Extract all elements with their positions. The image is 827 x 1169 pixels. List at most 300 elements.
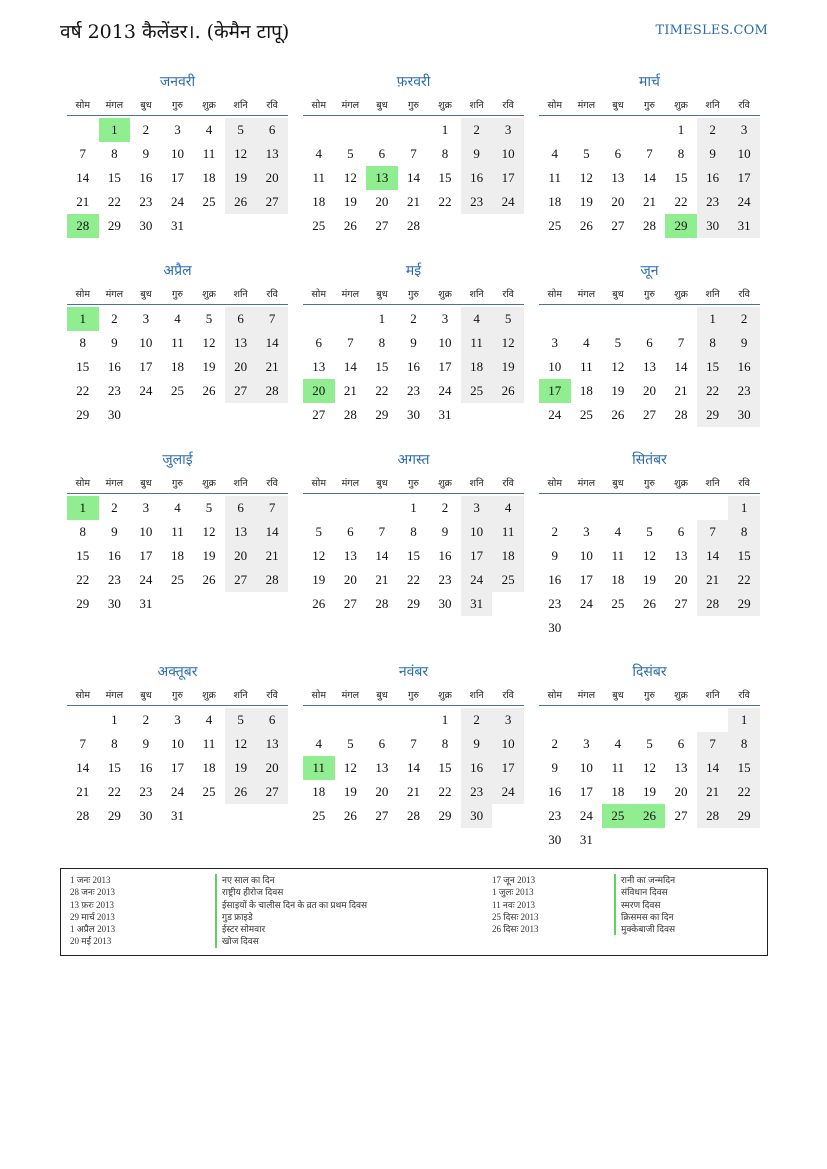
day-cell: 22 <box>76 383 90 398</box>
day-cell: 17 <box>579 572 593 587</box>
weekday-header <box>303 686 524 706</box>
empty-cell <box>665 496 697 520</box>
weekday-label: बुध <box>140 100 152 111</box>
weekday-label: बुध <box>376 289 388 300</box>
holiday-day-cell: 20 <box>303 379 335 403</box>
weekday-label: गुरु <box>171 478 183 489</box>
day-cell: 5 <box>315 524 323 539</box>
day-cell: 7 <box>347 335 354 350</box>
day-cell: 21 <box>343 383 357 398</box>
day-cell: 10 <box>139 524 153 539</box>
day-cell: 2 <box>728 307 760 331</box>
day-cell: 24 <box>728 190 760 214</box>
weekday-label: शुक्र <box>438 478 452 489</box>
holiday-day-cell: 29 <box>665 214 697 238</box>
legend-holiday-name: रानी का जन्मदिन <box>614 874 675 886</box>
weekday-header <box>67 285 288 305</box>
weekday-label: रवि <box>502 289 514 300</box>
day-grid <box>303 307 524 427</box>
legend-date: 11 नवः 2013 <box>492 899 535 910</box>
day-cell: 9 <box>142 146 150 161</box>
day-cell: 13 <box>611 170 625 185</box>
page-title: वर्ष 2013 कैलेंडर।. (केमैन टापू) <box>60 21 290 43</box>
day-cell: 21 <box>406 194 420 209</box>
day-cell: 25 <box>492 568 524 592</box>
holiday-legend <box>60 868 768 956</box>
day-cell: 28 <box>674 407 688 422</box>
day-cell: 12 <box>611 359 625 374</box>
day-cell: 25 <box>579 407 593 422</box>
weekday-label: रवि <box>266 289 278 300</box>
day-cell: 17 <box>170 760 184 775</box>
day-cell: 23 <box>548 808 562 823</box>
day-cell: 6 <box>347 524 354 539</box>
day-cell: 12 <box>202 335 216 350</box>
day-cell: 16 <box>461 166 493 190</box>
month-name: सितंबर <box>632 452 667 468</box>
weekday-label: रवि <box>738 478 750 489</box>
weekday-header <box>303 96 524 116</box>
legend-date: 1 जुलः 2013 <box>492 887 534 898</box>
day-cell: 26 <box>343 218 357 233</box>
day-cell: 18 <box>202 170 216 185</box>
day-cell: 29 <box>728 804 760 828</box>
day-cell: 20 <box>674 784 688 799</box>
day-cell: 16 <box>697 166 729 190</box>
day-cell: 17 <box>492 756 524 780</box>
weekday-label: गुरु <box>407 690 419 701</box>
empty-cell <box>602 118 634 142</box>
empty-cell <box>539 118 571 142</box>
day-cell: 13 <box>674 760 688 775</box>
empty-cell <box>398 118 430 142</box>
empty-cell <box>539 307 571 331</box>
weekday-label: शनि <box>469 100 484 111</box>
day-cell: 15 <box>438 170 452 185</box>
day-cell: 18 <box>202 760 216 775</box>
day-cell: 5 <box>614 335 622 350</box>
day-cell: 13 <box>225 331 257 355</box>
day-cell: 30 <box>107 407 121 422</box>
legend-right-dates <box>492 874 539 935</box>
day-cell: 17 <box>461 544 493 568</box>
day-cell: 19 <box>579 194 593 209</box>
empty-cell <box>303 118 335 142</box>
day-cell: 12 <box>343 170 357 185</box>
day-cell: 19 <box>225 756 257 780</box>
weekday-label: मंगल <box>341 690 360 701</box>
day-cell: 16 <box>139 170 153 185</box>
day-cell: 29 <box>406 596 420 611</box>
weekday-label: रवि <box>502 100 514 111</box>
legend-date: 1 अप्रैल 2013 <box>70 924 116 935</box>
day-cell: 18 <box>461 355 493 379</box>
day-cell: 8 <box>441 736 449 751</box>
empty-cell <box>634 496 666 520</box>
day-grid <box>67 307 288 427</box>
day-cell: 5 <box>205 311 213 326</box>
weekday-label: सोम <box>547 690 563 701</box>
day-cell: 2 <box>410 311 417 326</box>
day-cell: 27 <box>674 596 688 611</box>
holiday-day-cell: 1 <box>67 496 99 520</box>
day-cell: 5 <box>492 307 524 331</box>
day-cell: 29 <box>697 403 729 427</box>
day-cell: 6 <box>225 496 257 520</box>
day-cell: 20 <box>611 194 625 209</box>
weekday-label: रवि <box>266 478 278 489</box>
weekday-label: सोम <box>311 289 327 300</box>
day-cell: 27 <box>611 218 625 233</box>
weekday-label: शनि <box>233 478 248 489</box>
day-cell: 5 <box>225 118 257 142</box>
day-cell: 14 <box>375 548 389 563</box>
month-name: अगस्त <box>397 452 430 468</box>
weekday-header <box>303 285 524 305</box>
day-cell: 18 <box>312 784 326 799</box>
day-cell: 13 <box>312 359 326 374</box>
day-cell: 25 <box>170 572 184 587</box>
day-cell: 11 <box>548 170 562 185</box>
day-cell: 14 <box>406 760 420 775</box>
day-cell: 19 <box>642 784 656 799</box>
day-cell: 26 <box>492 379 524 403</box>
day-cell: 19 <box>343 784 357 799</box>
day-cell: 7 <box>256 496 288 520</box>
weekday-label: मंगल <box>105 478 124 489</box>
day-cell: 21 <box>375 572 389 587</box>
day-cell: 1 <box>378 311 386 326</box>
weekday-label: सोम <box>547 478 563 489</box>
month-block <box>67 660 288 849</box>
empty-cell <box>539 708 571 732</box>
day-cell: 26 <box>642 596 656 611</box>
empty-cell <box>697 708 729 732</box>
day-cell: 10 <box>492 732 524 756</box>
day-cell: 19 <box>611 383 625 398</box>
day-cell: 21 <box>76 194 90 209</box>
weekday-label: सोम <box>547 289 563 300</box>
weekday-label: सोम <box>75 289 91 300</box>
day-cell: 10 <box>579 548 593 563</box>
weekday-label: रवि <box>502 478 514 489</box>
day-cell: 9 <box>111 524 118 539</box>
day-cell: 27 <box>225 379 257 403</box>
day-cell: 26 <box>579 218 593 233</box>
day-cell: 14 <box>256 520 288 544</box>
day-cell: 6 <box>614 146 622 161</box>
weekday-label: मंगल <box>577 690 596 701</box>
day-cell: 12 <box>343 760 357 775</box>
holiday-day-cell: 25 <box>602 804 634 828</box>
day-cell: 24 <box>461 568 493 592</box>
month-block <box>67 259 288 448</box>
weekday-label: बुध <box>140 289 152 300</box>
day-cell: 23 <box>139 784 153 799</box>
day-cell: 28 <box>697 592 729 616</box>
day-cell: 23 <box>697 190 729 214</box>
weekday-header <box>539 474 760 494</box>
empty-cell <box>335 708 367 732</box>
day-cell: 17 <box>139 548 153 563</box>
day-cell: 16 <box>406 359 420 374</box>
day-cell: 4 <box>551 146 559 161</box>
day-cell: 22 <box>728 780 760 804</box>
day-cell: 25 <box>548 218 562 233</box>
day-cell: 10 <box>170 146 184 161</box>
day-cell: 30 <box>461 804 493 828</box>
weekday-header <box>67 96 288 116</box>
legend-holiday-name: क्रिसमस का दिन <box>614 911 675 923</box>
day-cell: 16 <box>548 572 562 587</box>
day-cell: 9 <box>728 331 760 355</box>
day-cell: 7 <box>697 732 729 756</box>
day-cell: 14 <box>256 331 288 355</box>
holiday-day-cell: 17 <box>539 379 571 403</box>
month-name: मई <box>405 263 422 279</box>
day-cell: 22 <box>697 379 729 403</box>
day-cell: 4 <box>315 736 323 751</box>
day-grid <box>303 496 524 616</box>
day-cell: 27 <box>375 218 389 233</box>
day-cell: 14 <box>642 170 656 185</box>
day-cell: 16 <box>139 760 153 775</box>
day-cell: 6 <box>677 524 685 539</box>
day-cell: 6 <box>315 335 323 350</box>
day-cell: 24 <box>438 383 452 398</box>
day-cell: 27 <box>674 808 688 823</box>
empty-cell <box>697 496 729 520</box>
day-cell: 20 <box>375 194 389 209</box>
day-cell: 30 <box>548 832 562 847</box>
day-cell: 23 <box>461 780 493 804</box>
weekday-label: गुरु <box>643 478 655 489</box>
day-cell: 31 <box>728 214 760 238</box>
day-cell: 7 <box>410 736 417 751</box>
empty-cell <box>602 496 634 520</box>
day-cell: 19 <box>312 572 326 587</box>
day-cell: 10 <box>139 335 153 350</box>
month-name: दिसंबर <box>632 664 667 680</box>
day-cell: 9 <box>111 335 118 350</box>
day-cell: 1 <box>410 500 417 515</box>
month-block <box>67 70 288 259</box>
day-cell: 23 <box>139 194 153 209</box>
day-cell: 12 <box>642 760 656 775</box>
month-block <box>539 259 760 448</box>
day-cell: 4 <box>205 122 213 137</box>
day-cell: 1 <box>697 307 729 331</box>
legend-date: 1 जनः 2013 <box>70 875 111 885</box>
empty-cell <box>335 307 367 331</box>
day-cell: 9 <box>410 335 417 350</box>
empty-cell <box>303 496 335 520</box>
day-cell: 11 <box>492 520 524 544</box>
month-block <box>303 70 524 259</box>
legend-date: 13 फ़रः 2013 <box>70 899 114 910</box>
holiday-day-cell: 13 <box>366 166 398 190</box>
day-cell: 27 <box>343 596 357 611</box>
weekday-label: शुक्र <box>438 690 452 701</box>
weekday-label: बुध <box>612 690 624 701</box>
day-cell: 11 <box>611 548 625 563</box>
day-cell: 27 <box>225 568 257 592</box>
day-cell: 24 <box>139 572 153 587</box>
day-cell: 8 <box>79 335 87 350</box>
month-block <box>539 70 760 259</box>
day-cell: 4 <box>614 524 622 539</box>
day-cell: 13 <box>225 520 257 544</box>
day-cell: 30 <box>728 403 760 427</box>
day-cell: 8 <box>441 146 449 161</box>
empty-cell <box>398 708 430 732</box>
holiday-day-cell: 11 <box>303 756 335 780</box>
empty-cell <box>366 708 398 732</box>
day-cell: 27 <box>256 190 288 214</box>
day-cell: 17 <box>728 166 760 190</box>
day-cell: 4 <box>583 335 590 350</box>
day-cell: 8 <box>410 524 417 539</box>
empty-cell <box>539 496 571 520</box>
day-cell: 30 <box>697 214 729 238</box>
day-cell: 28 <box>406 808 420 823</box>
weekday-label: शनि <box>233 289 248 300</box>
day-grid <box>303 118 524 238</box>
day-cell: 6 <box>677 736 685 751</box>
day-cell: 5 <box>205 500 213 515</box>
day-cell: 10 <box>728 142 760 166</box>
weekday-label: रवि <box>502 690 514 701</box>
weekday-label: गुरु <box>171 100 183 111</box>
day-cell: 18 <box>579 383 593 398</box>
day-cell: 25 <box>202 784 216 799</box>
empty-cell <box>366 118 398 142</box>
legend-date: 26 दिसः 2013 <box>492 924 539 935</box>
day-cell: 21 <box>256 544 288 568</box>
day-cell: 23 <box>107 572 121 587</box>
weekday-label: शुक्र <box>438 289 452 300</box>
day-cell: 27 <box>642 407 656 422</box>
day-cell: 12 <box>579 170 593 185</box>
day-cell: 3 <box>728 118 760 142</box>
day-cell: 3 <box>492 118 524 142</box>
day-cell: 18 <box>611 572 625 587</box>
day-cell: 25 <box>312 808 326 823</box>
day-grid <box>67 496 288 616</box>
day-cell: 12 <box>225 732 257 756</box>
day-cell: 21 <box>256 355 288 379</box>
day-cell: 2 <box>111 311 118 326</box>
day-cell: 7 <box>378 524 386 539</box>
day-cell: 11 <box>312 170 326 185</box>
weekday-label: सोम <box>75 690 91 701</box>
site-link[interactable]: TIMESLES.COM <box>655 23 768 38</box>
day-cell: 4 <box>315 146 323 161</box>
weekday-label: शनि <box>469 478 484 489</box>
day-cell: 3 <box>174 122 181 137</box>
day-cell: 17 <box>579 784 593 799</box>
empty-cell <box>303 708 335 732</box>
weekday-label: शनि <box>233 690 248 701</box>
day-cell: 1 <box>728 496 760 520</box>
day-cell: 18 <box>170 359 184 374</box>
legend-right-names <box>614 874 675 935</box>
weekday-label: शुक्र <box>674 100 688 111</box>
day-cell: 9 <box>441 524 449 539</box>
day-cell: 12 <box>312 548 326 563</box>
day-cell: 22 <box>76 572 90 587</box>
day-grid <box>303 708 524 828</box>
day-cell: 30 <box>139 808 153 823</box>
day-cell: 11 <box>171 335 184 350</box>
empty-cell <box>634 307 666 331</box>
legend-date: 28 जनः 2013 <box>70 887 115 898</box>
day-cell: 3 <box>174 712 181 727</box>
weekday-label: गुरु <box>407 289 419 300</box>
day-cell: 30 <box>548 620 562 635</box>
day-cell: 19 <box>202 359 216 374</box>
weekday-label: गुरु <box>407 100 419 111</box>
empty-cell <box>634 118 666 142</box>
day-cell: 11 <box>202 146 216 161</box>
empty-cell <box>602 708 634 732</box>
day-cell: 14 <box>76 170 90 185</box>
day-cell: 5 <box>347 146 354 161</box>
month-name: फ़रवरी <box>396 74 431 90</box>
weekday-label: गुरु <box>643 690 655 701</box>
day-cell: 28 <box>406 218 420 233</box>
day-cell: 6 <box>646 335 653 350</box>
day-cell: 22 <box>375 383 389 398</box>
day-cell: 24 <box>170 194 184 209</box>
day-cell: 15 <box>697 355 729 379</box>
day-cell: 3 <box>441 311 449 326</box>
month-block <box>539 448 760 637</box>
day-cell: 3 <box>142 500 150 515</box>
day-cell: 7 <box>646 146 653 161</box>
day-cell: 3 <box>461 496 493 520</box>
day-cell: 9 <box>142 736 150 751</box>
day-cell: 2 <box>551 524 559 539</box>
weekday-label: मंगल <box>577 289 596 300</box>
weekday-label: शुक्र <box>202 289 216 300</box>
day-cell: 28 <box>642 218 656 233</box>
day-cell: 11 <box>202 736 216 751</box>
month-block <box>67 448 288 637</box>
month-name: जनवरी <box>159 74 196 90</box>
day-cell: 28 <box>375 596 389 611</box>
day-cell: 25 <box>611 596 625 611</box>
weekday-label: शुक्र <box>202 478 216 489</box>
day-cell: 24 <box>492 190 524 214</box>
month-name: नवंबर <box>398 664 429 680</box>
empty-cell <box>571 708 603 732</box>
day-cell: 30 <box>438 596 452 611</box>
weekday-label: रवि <box>738 690 750 701</box>
day-cell: 22 <box>674 194 688 209</box>
day-cell: 2 <box>441 500 449 515</box>
day-cell: 19 <box>202 548 216 563</box>
day-cell: 13 <box>674 548 688 563</box>
day-cell: 9 <box>551 760 559 775</box>
day-cell: 8 <box>111 736 118 751</box>
day-cell: 15 <box>76 359 90 374</box>
day-cell: 7 <box>410 146 417 161</box>
weekday-label: मंगल <box>105 690 124 701</box>
day-cell: 26 <box>202 572 216 587</box>
day-cell: 16 <box>107 359 121 374</box>
day-cell: 10 <box>438 335 452 350</box>
